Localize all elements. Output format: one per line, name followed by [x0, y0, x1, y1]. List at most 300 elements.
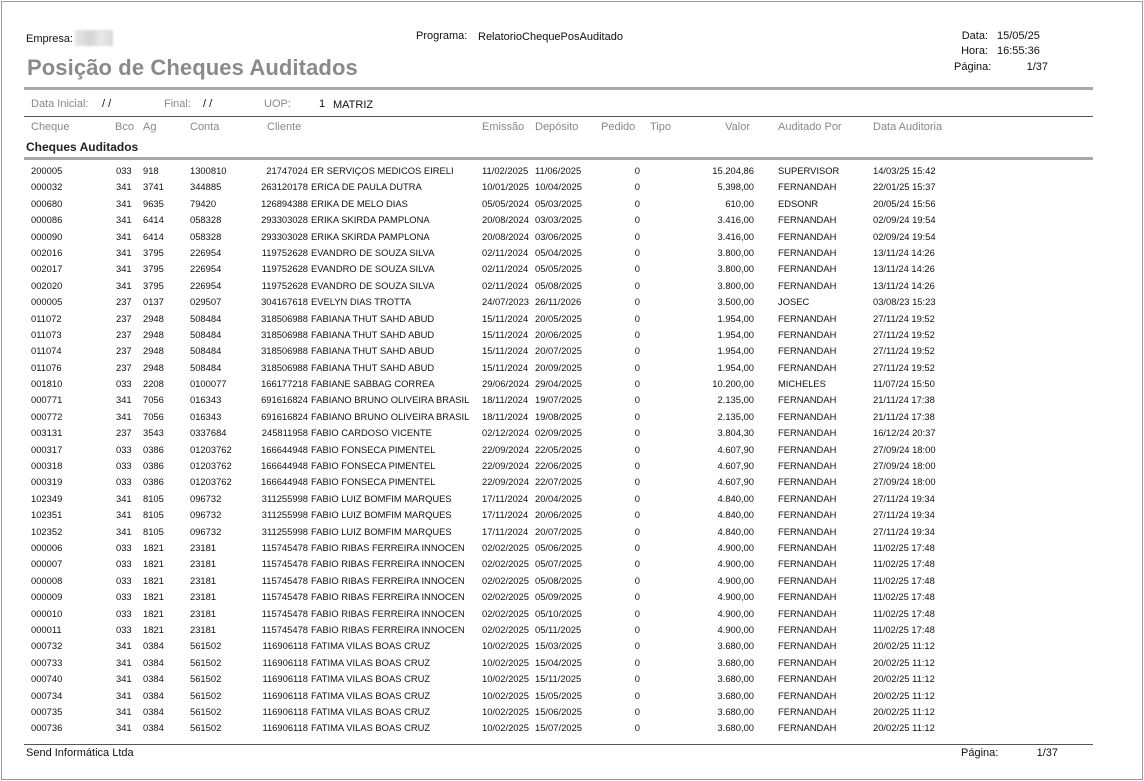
data-auditoria-cell: 14/03/25 15:42 — [873, 165, 936, 176]
emissao-cell: 10/01/2025 — [482, 181, 529, 193]
bco-cell: 033 — [116, 623, 132, 635]
ag-cell: 2948 — [143, 345, 164, 357]
table-row — [0, 163, 1144, 179]
bco-cell: 341 — [116, 197, 132, 209]
data-auditoria-cell: 20/02/25 11:12 — [873, 722, 935, 734]
conta-cell: 561502 — [190, 705, 222, 717]
bco-cell: 033 — [116, 165, 132, 176]
auditado-por-cell: FERNANDAH — [778, 525, 837, 537]
auditado-por-cell: FERNANDAH — [778, 705, 837, 717]
pedido-cell: 0 — [634, 345, 640, 357]
pedido-cell: 0 — [634, 165, 640, 176]
data-auditoria-cell: 13/11/24 14:26 — [873, 279, 935, 291]
cheque-cell: 000005 — [31, 296, 63, 308]
conta-cell: 79420 — [190, 197, 217, 209]
cheque-cell: 011074 — [31, 345, 62, 357]
conta-cell: 016343 — [190, 394, 222, 406]
ag-cell: 1821 — [143, 623, 164, 635]
pedido-cell: 0 — [634, 279, 640, 291]
valor-cell: 3.680,00 — [717, 673, 754, 685]
deposito-cell: 26/11/2026 — [535, 296, 582, 308]
table-row — [0, 442, 1144, 458]
cliente-id-cell: 318506988 — [261, 361, 308, 373]
emissao-cell: 10/02/2025 — [482, 722, 529, 734]
ag-cell: 2208 — [143, 378, 164, 390]
cheque-cell: 000319 — [31, 476, 63, 488]
ag-cell: 0384 — [143, 689, 164, 701]
auditado-por-cell: FERNANDAH — [778, 312, 837, 324]
emissao-cell: 02/02/2025 — [482, 541, 529, 553]
cliente-id-cell: 293303028 — [261, 230, 308, 242]
auditado-por-cell: FERNANDAH — [778, 673, 837, 685]
conta-cell: 01203762 — [190, 443, 232, 455]
footer-divider — [24, 744, 1093, 745]
valor-cell: 2.135,00 — [717, 410, 754, 422]
deposito-cell: 20/06/2025 — [535, 509, 582, 521]
pedido-cell: 0 — [634, 197, 640, 209]
cheque-cell: 000011 — [31, 623, 62, 635]
cheque-cell: 000318 — [31, 460, 63, 472]
table-row — [0, 212, 1144, 228]
valor-cell: 4.607,90 — [717, 443, 754, 455]
hora-label: Hora: — [961, 45, 988, 57]
table-row — [0, 655, 1144, 671]
ag-cell: 7056 — [143, 394, 164, 406]
cheque-cell: 000010 — [31, 607, 63, 619]
deposito-cell: 03/06/2025 — [535, 230, 582, 242]
emissao-cell: 24/07/2023 — [482, 296, 529, 308]
bco-cell: 341 — [116, 263, 132, 275]
conta-cell: 23181 — [190, 591, 217, 603]
auditado-por-cell: FERNANDAH — [778, 492, 837, 504]
cliente-nome-cell: ERICA DE PAULA DUTRA — [311, 181, 422, 193]
cliente-id-cell: 166644948 — [261, 476, 308, 488]
pagina-label: Página: — [954, 61, 992, 73]
deposito-cell: 19/08/2025 — [535, 410, 582, 422]
cheque-cell: 000680 — [31, 197, 63, 209]
cliente-nome-cell: ERIKA SKIRDA PAMPLONA — [311, 214, 430, 226]
cliente-nome-cell: FATIMA VILAS BOAS CRUZ — [311, 673, 431, 685]
pedido-cell: 0 — [634, 607, 640, 619]
auditado-por-cell: FERNANDAH — [778, 689, 837, 701]
auditado-por-cell: FERNANDAH — [778, 181, 837, 193]
bco-cell: 033 — [116, 460, 132, 472]
bco-cell: 341 — [116, 230, 132, 242]
auditado-por-cell: FERNANDAH — [778, 623, 837, 635]
deposito-cell: 05/10/2025 — [535, 607, 582, 619]
auditado-por-cell: FERNANDAH — [778, 558, 837, 570]
cheque-cell: 002016 — [31, 246, 63, 258]
deposito-cell: 15/06/2025 — [535, 705, 582, 717]
data-auditoria-cell: 27/09/24 18:00 — [873, 476, 936, 488]
ag-cell: 3795 — [143, 263, 164, 275]
col-tipo: Tipo — [650, 121, 671, 133]
cliente-id-cell: 119752628 — [261, 246, 308, 258]
emissao-cell: 17/11/2024 — [482, 509, 529, 521]
pedido-cell: 0 — [634, 230, 640, 242]
valor-cell: 1.954,00 — [717, 345, 754, 357]
emissao-cell: 10/02/2025 — [482, 640, 529, 652]
cheque-cell: 000090 — [31, 230, 63, 242]
bco-cell: 341 — [116, 492, 132, 504]
cliente-id-cell: 318506988 — [261, 328, 308, 340]
cliente-nome-cell: FABIO FONSECA PIMENTEL — [311, 443, 436, 455]
pedido-cell: 0 — [634, 246, 640, 258]
cliente-id-cell: 311255998 — [261, 525, 308, 537]
pedido-cell: 0 — [634, 509, 640, 521]
cliente-nome-cell: FABIO FONSECA PIMENTEL — [311, 476, 436, 488]
cliente-nome-cell: FATIMA VILAS BOAS CRUZ — [311, 689, 431, 701]
data-auditoria-cell: 21/11/24 17:38 — [873, 410, 935, 422]
conta-cell: 23181 — [190, 574, 217, 586]
emissao-cell: 15/11/2024 — [482, 361, 529, 373]
deposito-cell: 20/06/2025 — [535, 328, 582, 340]
ag-cell: 0386 — [143, 476, 164, 488]
cliente-nome-cell: FABIANA THUT SAHD ABUD — [311, 361, 435, 373]
cliente-id-cell: 263120178 — [261, 181, 308, 193]
table-row — [0, 474, 1144, 490]
cliente-nome-cell: FABIANE SABBAG CORREA — [311, 378, 435, 390]
data-auditoria-cell: 13/11/24 14:26 — [873, 263, 935, 275]
bco-cell: 341 — [116, 705, 132, 717]
cliente-nome-cell: FABIANO BRUNO OLIVEIRA BRASIL — [311, 394, 470, 406]
deposito-cell: 03/03/2025 — [535, 214, 582, 226]
auditado-por-cell: FERNANDAH — [778, 607, 837, 619]
conta-cell: 226954 — [190, 263, 222, 275]
ag-cell: 6414 — [143, 214, 164, 226]
deposito-cell: 05/06/2025 — [535, 541, 582, 553]
pedido-cell: 0 — [634, 214, 640, 226]
data-auditoria-cell: 27/09/24 18:00 — [873, 443, 936, 455]
cheque-cell: 000006 — [31, 541, 63, 553]
col-ag: Ag — [143, 121, 157, 133]
pedido-cell: 0 — [634, 525, 640, 537]
auditado-por-cell: SUPERVISOR — [778, 165, 840, 176]
emissao-cell: 18/11/2024 — [482, 394, 529, 406]
pedido-cell: 0 — [634, 296, 640, 308]
deposito-cell: 15/03/2025 — [535, 640, 582, 652]
cliente-id-cell: 119752628 — [261, 279, 308, 291]
valor-cell: 3.680,00 — [717, 705, 754, 717]
cliente-id-cell: 166644948 — [261, 460, 308, 472]
table-row — [0, 507, 1144, 523]
valor-cell: 4.900,00 — [717, 623, 754, 635]
ag-cell: 3543 — [143, 427, 164, 439]
auditado-por-cell: FERNANDAH — [778, 345, 837, 357]
conta-cell: 096732 — [190, 525, 222, 537]
emissao-cell: 15/11/2024 — [482, 312, 529, 324]
data-auditoria-cell: 11/02/25 17:48 — [873, 541, 935, 553]
cliente-id-cell: 115745478 — [261, 574, 308, 586]
ag-cell: 0384 — [143, 673, 164, 685]
cliente-nome-cell: FABIO RIBAS FERREIRA INNOCEN — [311, 623, 465, 635]
deposito-cell: 05/04/2025 — [535, 246, 582, 258]
cliente-id-cell: 126894388 — [261, 197, 308, 209]
ag-cell: 1821 — [143, 574, 164, 586]
cliente-id-cell: 691616824 — [261, 410, 308, 422]
cheque-cell: 002020 — [31, 279, 63, 291]
deposito-cell: 20/07/2025 — [535, 345, 582, 357]
cliente-id-cell: 304167618 — [261, 296, 308, 308]
bco-cell: 341 — [116, 509, 132, 521]
valor-cell: 3.680,00 — [717, 640, 754, 652]
pedido-cell: 0 — [634, 443, 640, 455]
ag-cell: 1821 — [143, 541, 164, 553]
bco-cell: 341 — [116, 673, 132, 685]
hora-value: 16:55:36 — [997, 45, 1040, 57]
cheque-cell: 000732 — [31, 640, 63, 652]
empresa-redacted — [75, 30, 113, 46]
bco-cell: 033 — [116, 607, 132, 619]
deposito-cell: 05/05/2025 — [535, 263, 582, 275]
table-row — [0, 606, 1144, 622]
data-auditoria-cell: 27/11/24 19:34 — [873, 525, 935, 537]
table-row — [0, 425, 1144, 441]
valor-cell: 3.680,00 — [717, 689, 754, 701]
final-value: / / — [203, 98, 213, 110]
data-value: 15/05/25 — [997, 30, 1040, 42]
table-row — [0, 540, 1144, 556]
bco-cell: 033 — [116, 541, 132, 553]
pedido-cell: 0 — [634, 394, 640, 406]
deposito-cell: 29/04/2025 — [535, 378, 582, 390]
emissao-cell: 10/02/2025 — [482, 673, 529, 685]
table-row — [0, 720, 1144, 736]
cliente-id-cell: 166644948 — [261, 443, 308, 455]
deposito-cell: 05/08/2025 — [535, 279, 582, 291]
emissao-cell: 15/11/2024 — [482, 345, 529, 357]
conta-cell: 0337684 — [190, 427, 227, 439]
cliente-id-cell: 116906118 — [262, 689, 308, 701]
emissao-cell: 02/02/2025 — [482, 607, 529, 619]
deposito-cell: 05/03/2025 — [535, 197, 582, 209]
table-row — [0, 622, 1144, 638]
data-auditoria-cell: 20/02/25 11:12 — [873, 656, 935, 668]
pedido-cell: 0 — [634, 689, 640, 701]
section-divider — [24, 157, 1093, 160]
conta-cell: 561502 — [190, 656, 222, 668]
bco-cell: 033 — [116, 476, 132, 488]
cheque-cell: 011072 — [31, 312, 62, 324]
auditado-por-cell: FERNANDAH — [778, 214, 837, 226]
table-row — [0, 311, 1144, 327]
cliente-nome-cell: EVELYN DIAS TROTTA — [311, 296, 412, 308]
table-row — [0, 245, 1144, 261]
col-conta: Conta — [190, 121, 220, 133]
data-auditoria-cell: 11/02/25 17:48 — [873, 623, 935, 635]
cliente-nome-cell: ER SERVIÇOS MEDICOS EIRELI — [311, 165, 454, 176]
data-auditoria-cell: 02/09/24 19:54 — [873, 230, 936, 242]
data-auditoria-cell: 21/11/24 17:38 — [873, 394, 935, 406]
data-auditoria-cell: 11/02/25 17:48 — [873, 558, 935, 570]
pedido-cell: 0 — [634, 558, 640, 570]
emissao-cell: 17/11/2024 — [482, 492, 529, 504]
table-row — [0, 376, 1144, 392]
pedido-cell: 0 — [634, 574, 640, 586]
emissao-cell: 11/02/2025 — [482, 165, 529, 176]
conta-cell: 0100077 — [190, 378, 227, 390]
valor-cell: 3.500,00 — [717, 296, 754, 308]
conta-cell: 561502 — [190, 673, 222, 685]
data-auditoria-cell: 11/02/25 17:48 — [873, 591, 935, 603]
cliente-nome-cell: EVANDRO DE SOUZA SILVA — [311, 263, 435, 275]
table-row — [0, 392, 1144, 408]
deposito-cell: 22/06/2025 — [535, 460, 582, 472]
emissao-cell: 02/11/2024 — [482, 279, 529, 291]
emissao-cell: 17/11/2024 — [482, 525, 529, 537]
cliente-nome-cell: FABIO LUIZ BOMFIM MARQUES — [311, 492, 452, 504]
valor-cell: 10.200,00 — [712, 378, 754, 390]
bco-cell: 237 — [116, 312, 132, 324]
auditado-por-cell: FERNANDAH — [778, 361, 837, 373]
valor-cell: 3.800,00 — [717, 246, 754, 258]
pedido-cell: 0 — [634, 427, 640, 439]
cliente-nome-cell: FABIO CARDOSO VICENTE — [311, 427, 432, 439]
cliente-id-cell: 21747024 — [266, 165, 308, 176]
deposito-cell: 05/07/2025 — [535, 558, 582, 570]
ag-cell: 3741 — [143, 181, 164, 193]
ag-cell: 8105 — [143, 525, 164, 537]
data-auditoria-cell: 27/11/24 19:52 — [873, 345, 935, 357]
section-title: Cheques Auditados — [26, 140, 139, 154]
pedido-cell: 0 — [634, 656, 640, 668]
empresa-label: Empresa: — [26, 33, 74, 45]
data-auditoria-cell: 11/02/25 17:48 — [873, 574, 935, 586]
page-title: Posição de Cheques Auditados — [27, 55, 358, 80]
auditado-por-cell: FERNANDAH — [778, 394, 837, 406]
ag-cell: 2948 — [143, 312, 164, 324]
ag-cell: 8105 — [143, 509, 164, 521]
bco-cell: 341 — [116, 640, 132, 652]
emissao-cell: 18/11/2024 — [482, 410, 529, 422]
auditado-por-cell: FERNANDAH — [778, 443, 837, 455]
data-label: Data: — [961, 30, 988, 42]
deposito-cell: 22/05/2025 — [535, 443, 582, 455]
valor-cell: 3.800,00 — [717, 263, 754, 275]
deposito-cell: 15/11/2025 — [535, 673, 582, 685]
deposito-cell: 05/11/2025 — [535, 623, 582, 635]
cheque-cell: 000008 — [31, 574, 63, 586]
table-row — [0, 589, 1144, 605]
emissao-cell: 10/02/2025 — [482, 656, 529, 668]
col-auditado-por: Auditado Por — [778, 121, 842, 133]
cliente-nome-cell: EVANDRO DE SOUZA SILVA — [311, 246, 435, 258]
bco-cell: 033 — [116, 443, 132, 455]
cliente-nome-cell: FABIANO BRUNO OLIVEIRA BRASIL — [311, 410, 470, 422]
cliente-nome-cell: EVANDRO DE SOUZA SILVA — [311, 279, 435, 291]
pedido-cell: 0 — [634, 673, 640, 685]
ag-cell: 1821 — [143, 591, 164, 603]
conta-cell: 029507 — [190, 296, 222, 308]
data-auditoria-cell: 20/02/25 11:12 — [873, 673, 935, 685]
cheque-cell: 000317 — [31, 443, 63, 455]
bco-cell: 341 — [116, 722, 132, 734]
col-data-auditoria: Data Auditoria — [873, 121, 943, 133]
auditado-por-cell: FERNANDAH — [778, 640, 837, 652]
footer-company: Send Informática Ltda — [26, 747, 134, 759]
cliente-nome-cell: FABIANA THUT SAHD ABUD — [311, 345, 435, 357]
cheque-cell: 011073 — [31, 328, 62, 340]
auditado-por-cell: JOSEC — [778, 296, 810, 308]
programa-label: Programa: — [416, 30, 468, 42]
cheque-cell: 000735 — [31, 705, 63, 717]
valor-cell: 610,00 — [725, 197, 754, 209]
pedido-cell: 0 — [634, 328, 640, 340]
cheque-cell: 000086 — [31, 214, 63, 226]
valor-cell: 3.800,00 — [717, 279, 754, 291]
emissao-cell: 20/08/2024 — [482, 230, 529, 242]
cliente-nome-cell: FABIO RIBAS FERREIRA INNOCEN — [311, 591, 465, 603]
table-row — [0, 343, 1144, 359]
deposito-cell: 05/09/2025 — [535, 591, 582, 603]
data-auditoria-cell: 11/07/24 15:50 — [873, 378, 935, 390]
data-auditoria-cell: 27/11/24 19:52 — [873, 328, 935, 340]
valor-cell: 1.954,00 — [717, 312, 754, 324]
table-row — [0, 458, 1144, 474]
valor-cell: 3.804,30 — [717, 427, 754, 439]
pedido-cell: 0 — [634, 263, 640, 275]
valor-cell: 3.416,00 — [717, 214, 754, 226]
deposito-cell: 10/04/2025 — [535, 181, 582, 193]
cliente-nome-cell: FABIO RIBAS FERREIRA INNOCEN — [311, 541, 465, 553]
conta-cell: 561502 — [190, 689, 222, 701]
data-inicial-label: Data Inicial: — [31, 98, 89, 110]
auditado-por-cell: FERNANDAH — [778, 591, 837, 603]
pedido-cell: 0 — [634, 722, 640, 734]
table-row — [0, 327, 1144, 343]
cheque-cell: 000009 — [31, 591, 63, 603]
valor-cell: 4.840,00 — [717, 509, 754, 521]
emissao-cell: 15/11/2024 — [482, 328, 529, 340]
bco-cell: 237 — [116, 427, 132, 439]
ag-cell: 0386 — [143, 443, 164, 455]
cliente-id-cell: 116906118 — [262, 673, 308, 685]
deposito-cell: 19/07/2025 — [535, 394, 582, 406]
pedido-cell: 0 — [634, 181, 640, 193]
ag-cell: 0384 — [143, 656, 164, 668]
table-row — [0, 638, 1144, 654]
table-row — [0, 261, 1144, 277]
bco-cell: 033 — [116, 574, 132, 586]
cliente-id-cell: 115745478 — [261, 623, 308, 635]
emissao-cell: 10/02/2025 — [482, 705, 529, 717]
emissao-cell: 02/11/2024 — [482, 246, 529, 258]
emissao-cell: 20/08/2024 — [482, 214, 529, 226]
table-row — [0, 278, 1144, 294]
bco-cell: 033 — [116, 591, 132, 603]
auditado-por-cell: FERNANDAH — [778, 541, 837, 553]
conta-cell: 23181 — [190, 558, 217, 570]
bco-cell: 237 — [116, 345, 132, 357]
valor-cell: 4.607,90 — [717, 476, 754, 488]
ag-cell: 2948 — [143, 328, 164, 340]
valor-cell: 4.900,00 — [717, 541, 754, 553]
conta-cell: 058328 — [190, 230, 222, 242]
deposito-cell: 22/07/2025 — [535, 476, 582, 488]
valor-cell: 3.680,00 — [717, 656, 754, 668]
valor-cell: 1.954,00 — [717, 328, 754, 340]
col-cheque: Cheque — [31, 121, 70, 133]
table-row — [0, 179, 1144, 195]
cliente-id-cell: 691616824 — [261, 394, 308, 406]
pedido-cell: 0 — [634, 492, 640, 504]
data-auditoria-cell: 22/01/25 15:37 — [873, 181, 936, 193]
bco-cell: 341 — [116, 279, 132, 291]
deposito-cell: 20/04/2025 — [535, 492, 582, 504]
valor-cell: 4.900,00 — [717, 591, 754, 603]
cliente-id-cell: 115745478 — [261, 607, 308, 619]
cheque-cell: 001810 — [31, 378, 63, 390]
